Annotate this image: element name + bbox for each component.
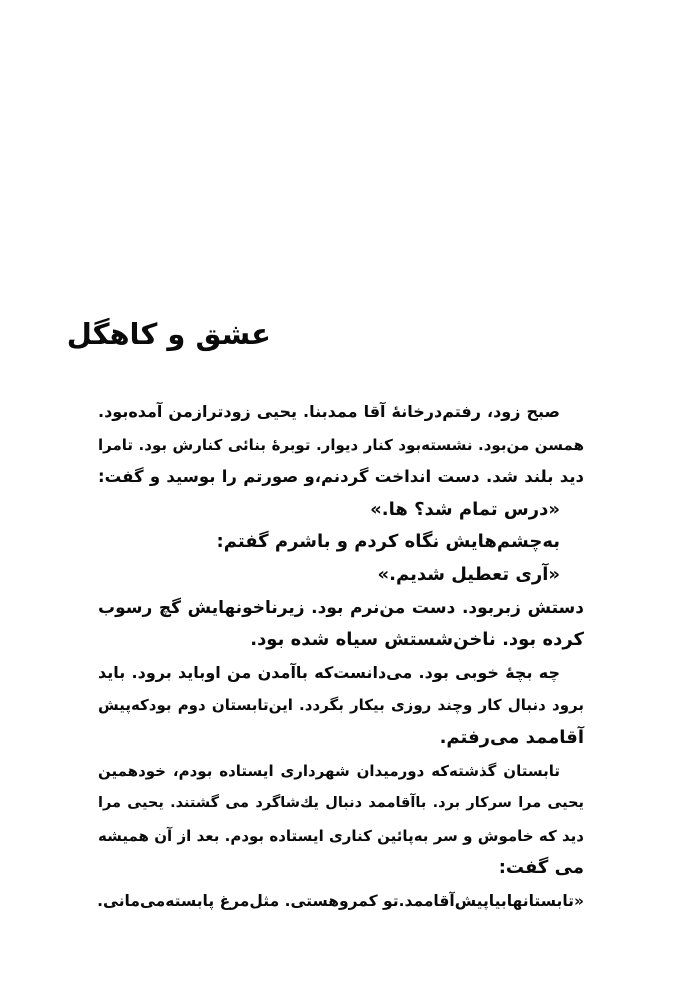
text-line-16: «تابستانهابیاپیش‌آقاممد.تو کمروهستی. مثل‌مرغ پابسته‌می‌مانی. — [97, 891, 584, 910]
text-line-2: همسن من‌بود. نشسته‌بود کنار دیوار. توبرهٔ بنائی کنارش بود. تامرا — [98, 435, 584, 454]
text-line-11: آقاممد می‌رفتم. — [439, 726, 584, 748]
chapter-title: عشق و کاهگل — [66, 317, 271, 351]
text-line-13: یحیی مرا سرکار برد. باآقاممد دنبال یك‌شاگرد می گشتند. یحیی مرا — [98, 795, 584, 812]
text-line-6: «آری تعطیل شدیم.» — [377, 563, 560, 585]
text-line-14: دید که خاموش و سر به‌پائین کناری ایستاده بودم. بعد از آن همیشه — [98, 826, 584, 845]
text-line-3: دید بلند شد. دست انداخت گردنم،و صورتم را بوسید و گفت: — [98, 467, 584, 487]
text-line-5: به‌چشم‌هایش نگاه کردم و باشرم گفتم: — [216, 531, 560, 553]
text-line-15: می گفت: — [498, 857, 584, 879]
text-line-8: کرده بود. ناخن‌شستش سیاه شده بود. — [250, 629, 584, 651]
text-line-12: تابستان گذشته‌که دورمیدان شهرداری ایستاده بودم، خودهمین — [98, 761, 560, 780]
text-line-7: دستش زبربود. دست من‌نرم بود. زیرناخونهایش گچ رسوب — [98, 597, 584, 618]
text-line-4: «درس تمام شد؟ ها.» — [370, 498, 560, 520]
body-text — [98, 396, 584, 918]
text-line-9: چه بچهٔ خوبی بود. می‌دانست‌که باآمدن من اوباید برود. باید — [98, 662, 560, 682]
text-line-1: صبح زود، رفتم‌درخانهٔ آقا ممدبنا. یحیی زودترازمن آمده‌بود. — [98, 402, 560, 421]
text-line-10: برود دنبال کار وچند روزی بیکار بگردد. این‌تابستان دوم بودکه‌پیش — [98, 696, 584, 715]
